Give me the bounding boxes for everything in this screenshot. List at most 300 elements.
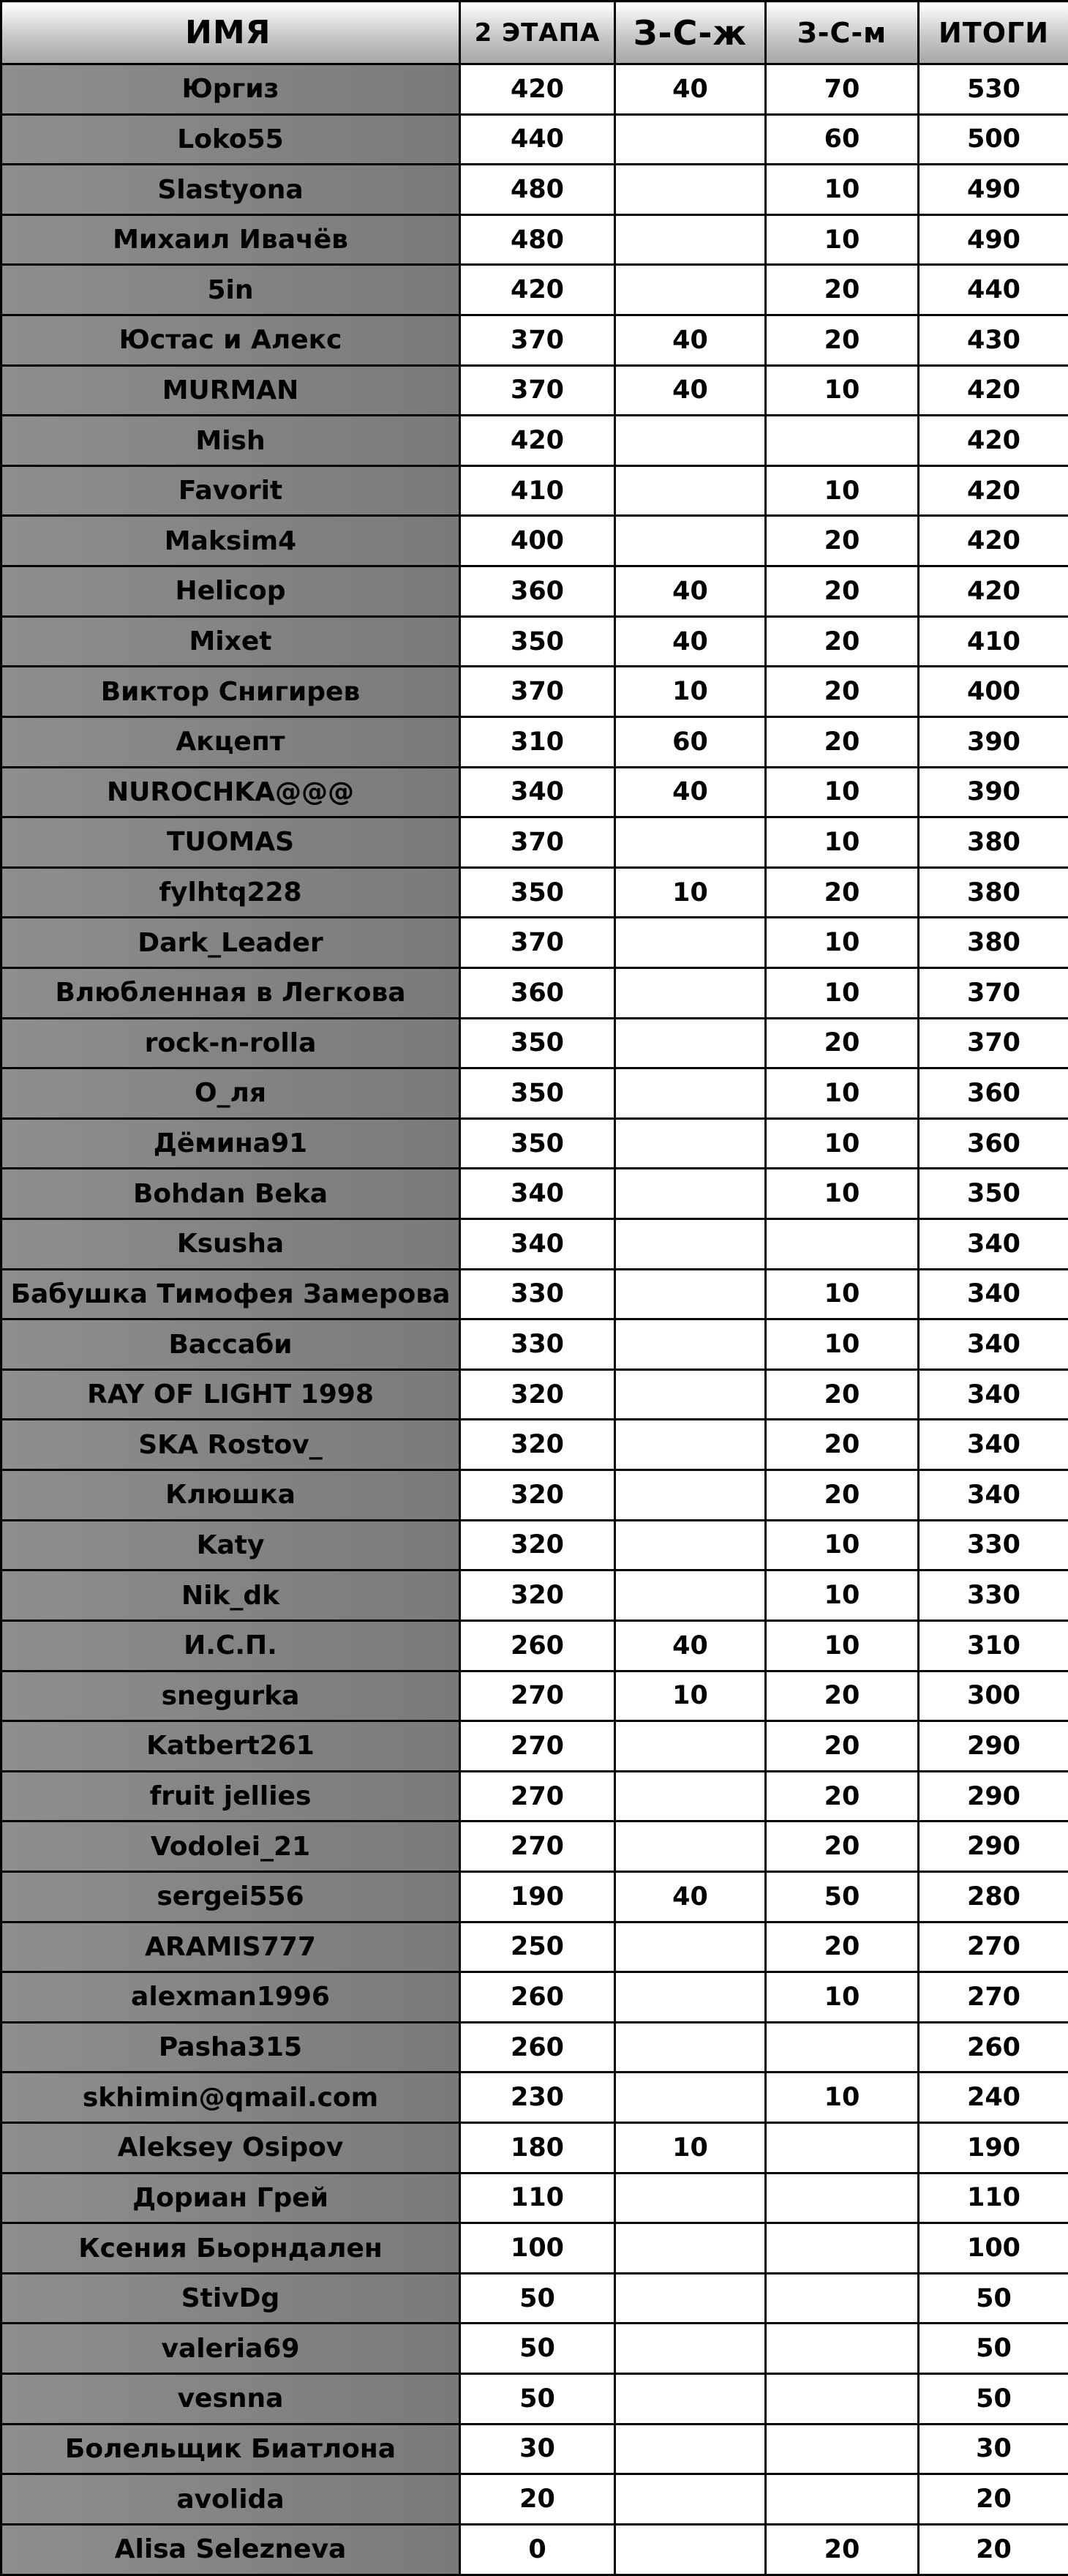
stage2-points: 480 bbox=[460, 214, 615, 265]
table-row bbox=[1, 64, 1068, 115]
sprint-women-points: 40 bbox=[615, 616, 766, 667]
stage2-points: 350 bbox=[460, 867, 615, 918]
total-points: 490 bbox=[919, 214, 1068, 265]
total-points: 50 bbox=[919, 2374, 1068, 2425]
sprint-women-points bbox=[615, 1972, 766, 2023]
stage2-points: 180 bbox=[460, 2122, 615, 2173]
stage2-points: 320 bbox=[460, 1470, 615, 1521]
sprint-men-points: 20 bbox=[766, 1922, 919, 1972]
table-row bbox=[1, 1771, 1068, 1821]
stage2-points: 50 bbox=[460, 2273, 615, 2324]
sprint-men-points: 10 bbox=[766, 1269, 919, 1319]
total-points: 340 bbox=[919, 1319, 1068, 1370]
table-row bbox=[1, 114, 1068, 165]
total-points: 420 bbox=[919, 465, 1068, 516]
total-points: 190 bbox=[919, 2122, 1068, 2173]
header-row bbox=[1, 1, 1068, 64]
player-name: 5in bbox=[1, 265, 460, 315]
player-name: Katy bbox=[1, 1520, 460, 1570]
player-name: Юргиз bbox=[1, 64, 460, 115]
stage2-points: 410 bbox=[460, 465, 615, 516]
table-row bbox=[1, 165, 1068, 215]
player-name: Katbert261 bbox=[1, 1721, 460, 1772]
table-row bbox=[1, 1922, 1068, 1972]
sprint-men-points: 20 bbox=[766, 867, 919, 918]
player-name: Вассаби bbox=[1, 1319, 460, 1370]
header-total: ИТОГИ bbox=[919, 1, 1068, 64]
table-row bbox=[1, 214, 1068, 265]
sprint-men-points: 10 bbox=[766, 1319, 919, 1370]
total-points: 340 bbox=[919, 1470, 1068, 1521]
sprint-men-points: 20 bbox=[766, 265, 919, 315]
total-points: 340 bbox=[919, 1219, 1068, 1270]
total-points: 100 bbox=[919, 2223, 1068, 2274]
header-name: ИМЯ bbox=[1, 1, 460, 64]
player-name: valeria69 bbox=[1, 2324, 460, 2374]
header-sprint-women: З-С-ж bbox=[615, 1, 766, 64]
sprint-men-points bbox=[766, 2223, 919, 2274]
sprint-men-points: 10 bbox=[766, 767, 919, 817]
player-name: StivDg bbox=[1, 2273, 460, 2324]
stage2-points: 250 bbox=[460, 1922, 615, 1972]
sprint-women-points bbox=[615, 265, 766, 315]
sprint-women-points: 40 bbox=[615, 1620, 766, 1671]
stage2-points: 340 bbox=[460, 1219, 615, 1270]
sprint-women-points bbox=[615, 114, 766, 165]
player-name: Loko55 bbox=[1, 114, 460, 165]
total-points: 330 bbox=[919, 1520, 1068, 1570]
player-name: snegurka bbox=[1, 1671, 460, 1721]
sprint-women-points bbox=[615, 1369, 766, 1420]
table-row bbox=[1, 817, 1068, 868]
table-row bbox=[1, 1620, 1068, 1671]
total-points: 280 bbox=[919, 1871, 1068, 1922]
table-row bbox=[1, 867, 1068, 918]
player-name: avolida bbox=[1, 2474, 460, 2525]
table-row bbox=[1, 2374, 1068, 2425]
header-stage2: 2 ЭТАПА bbox=[460, 1, 615, 64]
table-row bbox=[1, 2073, 1068, 2123]
sprint-men-points: 10 bbox=[766, 465, 919, 516]
player-name: vesnna bbox=[1, 2374, 460, 2425]
total-points: 380 bbox=[919, 817, 1068, 868]
table-row bbox=[1, 1169, 1068, 1219]
stage2-points: 230 bbox=[460, 2073, 615, 2123]
stage2-points: 260 bbox=[460, 1972, 615, 2023]
table-row bbox=[1, 1369, 1068, 1420]
stage2-points: 370 bbox=[460, 817, 615, 868]
sprint-men-points: 60 bbox=[766, 114, 919, 165]
total-points: 420 bbox=[919, 566, 1068, 617]
sprint-men-points: 10 bbox=[766, 2073, 919, 2123]
sprint-women-points bbox=[615, 1771, 766, 1821]
sprint-men-points: 20 bbox=[766, 1420, 919, 1470]
stage2-points: 420 bbox=[460, 416, 615, 466]
sprint-men-points: 20 bbox=[766, 1470, 919, 1521]
stage2-points: 350 bbox=[460, 1118, 615, 1169]
total-points: 410 bbox=[919, 616, 1068, 667]
stage2-points: 340 bbox=[460, 1169, 615, 1219]
sprint-women-points: 10 bbox=[615, 867, 766, 918]
sprint-men-points: 20 bbox=[766, 1671, 919, 1721]
table-row bbox=[1, 1721, 1068, 1772]
stage2-points: 270 bbox=[460, 1721, 615, 1772]
total-points: 390 bbox=[919, 716, 1068, 767]
stage2-points: 340 bbox=[460, 767, 615, 817]
player-name: Акцепт bbox=[1, 716, 460, 767]
table-row bbox=[1, 1219, 1068, 1270]
stage2-points: 360 bbox=[460, 566, 615, 617]
player-name: Виктор Снигирев bbox=[1, 667, 460, 717]
table-row bbox=[1, 365, 1068, 416]
total-points: 490 bbox=[919, 165, 1068, 215]
sprint-women-points bbox=[615, 1219, 766, 1270]
sprint-men-points: 10 bbox=[766, 1972, 919, 2023]
sprint-men-points bbox=[766, 2324, 919, 2374]
sprint-men-points bbox=[766, 2424, 919, 2474]
total-points: 370 bbox=[919, 967, 1068, 1018]
sprint-men-points: 10 bbox=[766, 165, 919, 215]
sprint-women-points bbox=[615, 817, 766, 868]
stage2-points: 270 bbox=[460, 1771, 615, 1821]
player-name: Favorit bbox=[1, 465, 460, 516]
sprint-women-points bbox=[615, 2173, 766, 2223]
sprint-women-points bbox=[615, 1520, 766, 1570]
player-name: RAY OF LIGHT 1998 bbox=[1, 1369, 460, 1420]
sprint-men-points: 10 bbox=[766, 365, 919, 416]
player-name: Helicop bbox=[1, 566, 460, 617]
stage2-points: 350 bbox=[460, 616, 615, 667]
sprint-women-points: 40 bbox=[615, 315, 766, 366]
total-points: 350 bbox=[919, 1169, 1068, 1219]
sprint-women-points bbox=[615, 967, 766, 1018]
total-points: 420 bbox=[919, 365, 1068, 416]
player-name: rock-n-rolla bbox=[1, 1018, 460, 1068]
sprint-women-points: 10 bbox=[615, 667, 766, 717]
table-row bbox=[1, 1470, 1068, 1521]
player-name: Бабушка Тимофея Замерова bbox=[1, 1269, 460, 1319]
sprint-women-points bbox=[615, 918, 766, 968]
sprint-women-points bbox=[615, 2022, 766, 2073]
sprint-women-points: 10 bbox=[615, 2122, 766, 2173]
player-name: Bohdan Beka bbox=[1, 1169, 460, 1219]
sprint-women-points bbox=[615, 1169, 766, 1219]
sprint-men-points bbox=[766, 1219, 919, 1270]
table-row bbox=[1, 616, 1068, 667]
stage2-points: 270 bbox=[460, 1671, 615, 1721]
total-points: 390 bbox=[919, 767, 1068, 817]
sprint-women-points bbox=[615, 416, 766, 466]
total-points: 110 bbox=[919, 2173, 1068, 2223]
table-body bbox=[1, 64, 1068, 2575]
sprint-women-points bbox=[615, 1922, 766, 1972]
table-row bbox=[1, 265, 1068, 315]
sprint-women-points bbox=[615, 1470, 766, 1521]
sprint-men-points: 50 bbox=[766, 1871, 919, 1922]
stage2-points: 330 bbox=[460, 1319, 615, 1370]
table-row bbox=[1, 315, 1068, 366]
table-row bbox=[1, 2223, 1068, 2274]
total-points: 300 bbox=[919, 1671, 1068, 1721]
player-name: Nik_dk bbox=[1, 1570, 460, 1621]
sprint-men-points: 20 bbox=[766, 315, 919, 366]
sprint-women-points bbox=[615, 2273, 766, 2324]
player-name: Alisa Selezneva bbox=[1, 2524, 460, 2575]
sprint-women-points: 40 bbox=[615, 767, 766, 817]
player-name: Mish bbox=[1, 416, 460, 466]
total-points: 270 bbox=[919, 1922, 1068, 1972]
sprint-women-points bbox=[615, 1721, 766, 1772]
table-row bbox=[1, 716, 1068, 767]
player-name: Pasha315 bbox=[1, 2022, 460, 2073]
player-name: Дориан Грей bbox=[1, 2173, 460, 2223]
sprint-women-points bbox=[615, 1420, 766, 1470]
total-points: 20 bbox=[919, 2474, 1068, 2525]
player-name: Aleksey Osipov bbox=[1, 2122, 460, 2173]
stage2-points: 360 bbox=[460, 967, 615, 1018]
stage2-points: 320 bbox=[460, 1570, 615, 1621]
sprint-women-points bbox=[615, 1118, 766, 1169]
sprint-men-points: 20 bbox=[766, 2524, 919, 2575]
player-name: Дёмина91 bbox=[1, 1118, 460, 1169]
table-row bbox=[1, 2022, 1068, 2073]
table-row bbox=[1, 2524, 1068, 2575]
total-points: 290 bbox=[919, 1771, 1068, 1821]
player-name: Ksusha bbox=[1, 1219, 460, 1270]
table-row bbox=[1, 2324, 1068, 2374]
player-name: Болельщик Биатлона bbox=[1, 2424, 460, 2474]
table-row bbox=[1, 2173, 1068, 2223]
table-row bbox=[1, 1671, 1068, 1721]
sprint-men-points bbox=[766, 2374, 919, 2425]
total-points: 240 bbox=[919, 2073, 1068, 2123]
player-name: Михаил Ивачёв bbox=[1, 214, 460, 265]
player-name: Maksim4 bbox=[1, 516, 460, 566]
stage2-points: 190 bbox=[460, 1871, 615, 1922]
total-points: 310 bbox=[919, 1620, 1068, 1671]
table-row bbox=[1, 2424, 1068, 2474]
sprint-men-points: 20 bbox=[766, 1018, 919, 1068]
total-points: 440 bbox=[919, 265, 1068, 315]
stage2-points: 50 bbox=[460, 2324, 615, 2374]
player-name: О_ля bbox=[1, 1068, 460, 1119]
sprint-women-points: 40 bbox=[615, 64, 766, 115]
sprint-men-points bbox=[766, 2474, 919, 2525]
total-points: 500 bbox=[919, 114, 1068, 165]
player-name: Ксения Бьорндален bbox=[1, 2223, 460, 2274]
table-row bbox=[1, 1520, 1068, 1570]
total-points: 420 bbox=[919, 516, 1068, 566]
stage2-points: 350 bbox=[460, 1018, 615, 1068]
total-points: 330 bbox=[919, 1570, 1068, 1621]
player-name: Юстас и Алекс bbox=[1, 315, 460, 366]
sprint-women-points: 40 bbox=[615, 365, 766, 416]
player-name: Клюшка bbox=[1, 1470, 460, 1521]
player-name: sergei556 bbox=[1, 1871, 460, 1922]
stage2-points: 350 bbox=[460, 1068, 615, 1119]
table-row bbox=[1, 2474, 1068, 2525]
sprint-women-points: 40 bbox=[615, 566, 766, 617]
stage2-points: 110 bbox=[460, 2173, 615, 2223]
table-row bbox=[1, 2122, 1068, 2173]
stage2-points: 0 bbox=[460, 2524, 615, 2575]
stage2-points: 50 bbox=[460, 2374, 615, 2425]
sprint-women-points: 60 bbox=[615, 716, 766, 767]
sprint-women-points: 10 bbox=[615, 1671, 766, 1721]
sprint-men-points: 20 bbox=[766, 716, 919, 767]
sprint-men-points bbox=[766, 2273, 919, 2324]
stage2-points: 320 bbox=[460, 1420, 615, 1470]
table-row bbox=[1, 416, 1068, 466]
table-header bbox=[1, 1, 1068, 64]
table-row bbox=[1, 566, 1068, 617]
stage2-points: 440 bbox=[460, 114, 615, 165]
table-row bbox=[1, 1821, 1068, 1872]
sprint-women-points bbox=[615, 214, 766, 265]
total-points: 260 bbox=[919, 2022, 1068, 2073]
table-row bbox=[1, 767, 1068, 817]
stage2-points: 420 bbox=[460, 265, 615, 315]
stage2-points: 30 bbox=[460, 2424, 615, 2474]
sprint-men-points: 20 bbox=[766, 566, 919, 617]
sprint-women-points: 40 bbox=[615, 1871, 766, 1922]
sprint-men-points: 20 bbox=[766, 1821, 919, 1872]
table-row bbox=[1, 967, 1068, 1018]
stage2-points: 400 bbox=[460, 516, 615, 566]
sprint-women-points bbox=[615, 1319, 766, 1370]
total-points: 380 bbox=[919, 918, 1068, 968]
total-points: 380 bbox=[919, 867, 1068, 918]
table-row bbox=[1, 1269, 1068, 1319]
stage2-points: 370 bbox=[460, 315, 615, 366]
total-points: 340 bbox=[919, 1369, 1068, 1420]
player-name: fylhtq228 bbox=[1, 867, 460, 918]
sprint-men-points: 20 bbox=[766, 667, 919, 717]
stage2-points: 20 bbox=[460, 2474, 615, 2525]
stage2-points: 100 bbox=[460, 2223, 615, 2274]
table-row bbox=[1, 1018, 1068, 1068]
player-name: Dark_Leader bbox=[1, 918, 460, 968]
table-row bbox=[1, 1972, 1068, 2023]
sprint-men-points: 20 bbox=[766, 616, 919, 667]
sprint-men-points: 10 bbox=[766, 1620, 919, 1671]
total-points: 360 bbox=[919, 1118, 1068, 1169]
sprint-women-points bbox=[615, 2524, 766, 2575]
total-points: 530 bbox=[919, 64, 1068, 115]
sprint-women-points bbox=[615, 2324, 766, 2374]
player-name: TUOMAS bbox=[1, 817, 460, 868]
header-sprint-men: З-С-м bbox=[766, 1, 919, 64]
stage2-points: 370 bbox=[460, 918, 615, 968]
sprint-women-points bbox=[615, 516, 766, 566]
total-points: 50 bbox=[919, 2273, 1068, 2324]
total-points: 290 bbox=[919, 1721, 1068, 1772]
player-name: ARAMIS777 bbox=[1, 1922, 460, 1972]
sprint-men-points bbox=[766, 2122, 919, 2173]
stage2-points: 320 bbox=[460, 1520, 615, 1570]
player-name: Влюбленная в Легкова bbox=[1, 967, 460, 1018]
player-name: И.С.П. bbox=[1, 1620, 460, 1671]
sprint-women-points bbox=[615, 165, 766, 215]
sprint-men-points bbox=[766, 416, 919, 466]
sprint-women-points bbox=[615, 2374, 766, 2425]
table-row bbox=[1, 667, 1068, 717]
table-row bbox=[1, 918, 1068, 968]
stage2-points: 480 bbox=[460, 165, 615, 215]
total-points: 20 bbox=[919, 2524, 1068, 2575]
sprint-women-points bbox=[615, 2073, 766, 2123]
sprint-men-points: 20 bbox=[766, 516, 919, 566]
player-name: Mixet bbox=[1, 616, 460, 667]
sprint-men-points: 20 bbox=[766, 1721, 919, 1772]
sprint-women-points bbox=[615, 2424, 766, 2474]
stage2-points: 420 bbox=[460, 64, 615, 115]
player-name: Vodolei_21 bbox=[1, 1821, 460, 1872]
player-name: MURMAN bbox=[1, 365, 460, 416]
total-points: 340 bbox=[919, 1269, 1068, 1319]
table-row bbox=[1, 516, 1068, 566]
total-points: 420 bbox=[919, 416, 1068, 466]
total-points: 400 bbox=[919, 667, 1068, 717]
table-row bbox=[1, 465, 1068, 516]
total-points: 50 bbox=[919, 2324, 1068, 2374]
player-name: NUROCHKA@@@ bbox=[1, 767, 460, 817]
total-points: 340 bbox=[919, 1420, 1068, 1470]
sprint-men-points: 10 bbox=[766, 1118, 919, 1169]
sprint-men-points: 10 bbox=[766, 967, 919, 1018]
total-points: 430 bbox=[919, 315, 1068, 366]
sprint-men-points: 10 bbox=[766, 918, 919, 968]
sprint-women-points bbox=[615, 1821, 766, 1872]
player-name: fruit jellies bbox=[1, 1771, 460, 1821]
stage2-points: 260 bbox=[460, 2022, 615, 2073]
sprint-women-points bbox=[615, 1068, 766, 1119]
total-points: 290 bbox=[919, 1821, 1068, 1872]
sprint-men-points bbox=[766, 2022, 919, 2073]
stage2-points: 270 bbox=[460, 1821, 615, 1872]
total-points: 270 bbox=[919, 1972, 1068, 2023]
sprint-women-points bbox=[615, 2474, 766, 2525]
total-points: 30 bbox=[919, 2424, 1068, 2474]
table-row bbox=[1, 1068, 1068, 1119]
sprint-women-points bbox=[615, 1269, 766, 1319]
player-name: skhimin@qmail.com bbox=[1, 2073, 460, 2123]
stage2-points: 320 bbox=[460, 1369, 615, 1420]
table-row bbox=[1, 1570, 1068, 1621]
stage2-points: 310 bbox=[460, 716, 615, 767]
sprint-men-points: 10 bbox=[766, 1169, 919, 1219]
player-name: Slastyona bbox=[1, 165, 460, 215]
player-name: SKA Rostov_ bbox=[1, 1420, 460, 1470]
table-row bbox=[1, 2273, 1068, 2324]
sprint-men-points bbox=[766, 2173, 919, 2223]
sprint-men-points: 10 bbox=[766, 214, 919, 265]
stage2-points: 330 bbox=[460, 1269, 615, 1319]
stage2-points: 260 bbox=[460, 1620, 615, 1671]
sprint-men-points: 70 bbox=[766, 64, 919, 115]
table-row bbox=[1, 1118, 1068, 1169]
table-row bbox=[1, 1420, 1068, 1470]
table-row bbox=[1, 1871, 1068, 1922]
sprint-men-points: 10 bbox=[766, 1570, 919, 1621]
sprint-men-points: 10 bbox=[766, 817, 919, 868]
stage2-points: 370 bbox=[460, 365, 615, 416]
sprint-women-points bbox=[615, 465, 766, 516]
total-points: 360 bbox=[919, 1068, 1068, 1119]
sprint-men-points: 20 bbox=[766, 1369, 919, 1420]
sprint-women-points bbox=[615, 1570, 766, 1621]
sprint-men-points: 20 bbox=[766, 1771, 919, 1821]
